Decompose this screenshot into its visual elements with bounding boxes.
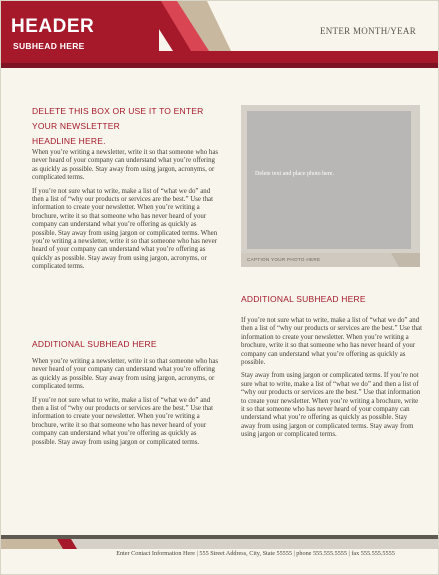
intro-heading-line2: YOUR NEWSLETTER bbox=[32, 121, 121, 131]
intro-heading-line1: DELETE THIS BOX OR USE IT TO ENTER bbox=[32, 106, 204, 116]
intro-paragraph-2: If you’re not sure what to write, make a list of “what we do” and then a list of “why our products or services are the best.” Use that information to create your newsletter. When you’re writing a brochure, write it so that someone who has never heard of your company can understand what you’re offering as quickly as possible. Stay away from using jargon or complicated terms. When you’re writing a newsletter, write it so that someone who has never heard of your company can understand what you’re offering as quickly as possible. Stay away from using jargon, acronyms, or complicated terms. bbox=[32, 187, 218, 271]
photo-caption: CAPTION YOUR PHOTO HERE bbox=[247, 257, 321, 262]
photo-placeholder-text: Delete text and place photo here. bbox=[255, 171, 334, 177]
photo-frame[interactable] bbox=[241, 105, 420, 267]
header-title: HEADER bbox=[11, 16, 95, 37]
intro-heading-line3: HEADLINE HERE. bbox=[32, 136, 106, 146]
header-date: ENTER MONTH/YEAR bbox=[319, 26, 416, 36]
photo-placeholder[interactable] bbox=[247, 111, 411, 249]
intro-paragraph-1: When you’re writing a newsletter, write it so that someone who has never heard of your company can understand what you’re offering as quickly as possible. Stay away from using jargon, acronyms, or complicated terms. bbox=[32, 149, 219, 182]
footer-stripes bbox=[1, 535, 439, 549]
right-article bbox=[241, 294, 422, 445]
footer-contact: Enter Contact Information Here | 555 Street Address, City, State 55555 | phone 555.555.5555 | fax 555.555.5555 bbox=[116, 550, 395, 557]
left-article-subhead: ADDITIONAL SUBHEAD HERE bbox=[32, 339, 157, 349]
left-article-paragraph-1: When you’re writing a newsletter, write it so that someone who has never heard of your company can understand what you’re offering as quickly as possible. Stay away from using jargon, acronyms, or complicated terms. bbox=[32, 358, 219, 391]
right-article-paragraph-1: If you’re not sure what to write, make a list of “what we do” and then a list of “why our products or services are the best.” Use that information to create your newsletter. When you’re writing a brochure, write it so that someone who has never heard of your company can understand what you’re offering as quickly as possible. bbox=[241, 317, 423, 367]
header-bottom-bar bbox=[1, 63, 439, 68]
header-subhead: SUBHEAD HERE bbox=[13, 41, 85, 51]
left-article-paragraph-2: If you’re not sure what to write, make a list of “what we do” and then a list of “why our products or services are the best.” Use that information to create your newsletter. When you’re writing a brochure, write it so that someone who has never heard of your company can understand what you’re offering as quickly as possible. Stay away from using jargon or complicated terms. bbox=[32, 396, 214, 446]
right-article-subhead: ADDITIONAL SUBHEAD HERE bbox=[241, 294, 366, 304]
left-article bbox=[32, 339, 222, 452]
right-article-paragraph-2: Stay away from using jargon or complicated terms. If you’re not sure what to write, make a list of “what we do” and then a list of “why our products or services are the best.” Use that information to create your newsletter. When you’re writing a brochure, write it so that someone who has never heard of your company can understand what you’re offering as quickly as possible. Stay away from using jargon or complicated terms. Stay away from using jargon or complicated terms. bbox=[241, 372, 421, 439]
intro-block bbox=[32, 104, 222, 277]
